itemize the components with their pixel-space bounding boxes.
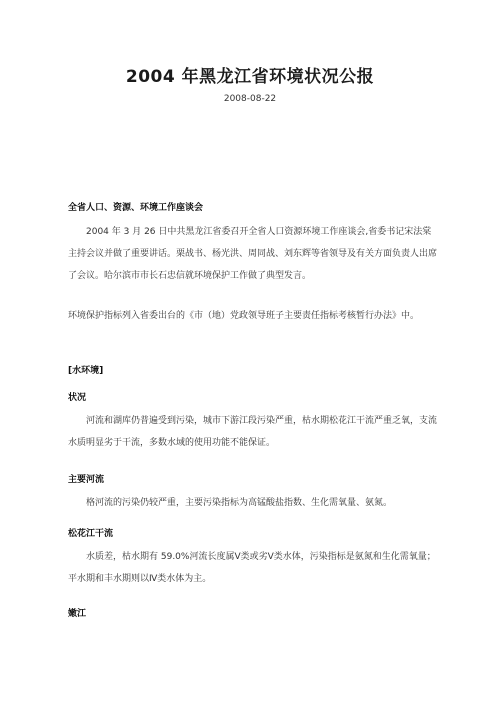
songhua-heading: 松花江干流 (68, 529, 114, 539)
status-paragraph: 河流和湖库仍普遍受到污染，城市下游江段污染严重，枯水期松花江干流严重乏氧，支流水质明显劣于干流，多数水域的使用功能不能保证。 (68, 416, 438, 448)
songhua-paragraph: 水质差，枯水期有 59.0%河流长度属Ⅴ类或劣Ⅴ类水体，污染指标是氨氮和生化需氧量；平水期和丰水期则以Ⅳ类水体为主。 (68, 552, 436, 584)
major-rivers-heading: 主要河流 (68, 475, 105, 485)
meeting-heading: 全省人口、资源、环境工作座谈会 (68, 203, 204, 213)
document-date: 2008-08-22 (223, 94, 277, 104)
status-heading: 状况 (68, 393, 87, 403)
document-title: 2004 年黑龙江省环境状况公报 (125, 67, 375, 87)
indicator-paragraph: 环境保护指标列入省委出台的《市（地）党政领导班子主要责任指标考核暂行办法》中。 (68, 311, 420, 321)
nen-river-heading: 嫩江 (68, 609, 87, 619)
major-rivers-paragraph: 格河流的污染仍较严重，主要污染指标为高锰酸盐指数、生化需氧量、氨氮。 (86, 498, 393, 508)
meeting-paragraph: 2004 年 3 月 26 日中共黑龙江省委召开全省人口资源环境工作座谈会,省委书记宋法棠主持会议并做了重要讲话。栗战书、杨光洪、周同战、刘东辉等省领导及有关方面负责人出席了会议。哈尔滨市市长石忠信就环境保护工作做了典型发言。 (68, 227, 438, 281)
water-environment-heading: [水环境] (68, 366, 104, 376)
